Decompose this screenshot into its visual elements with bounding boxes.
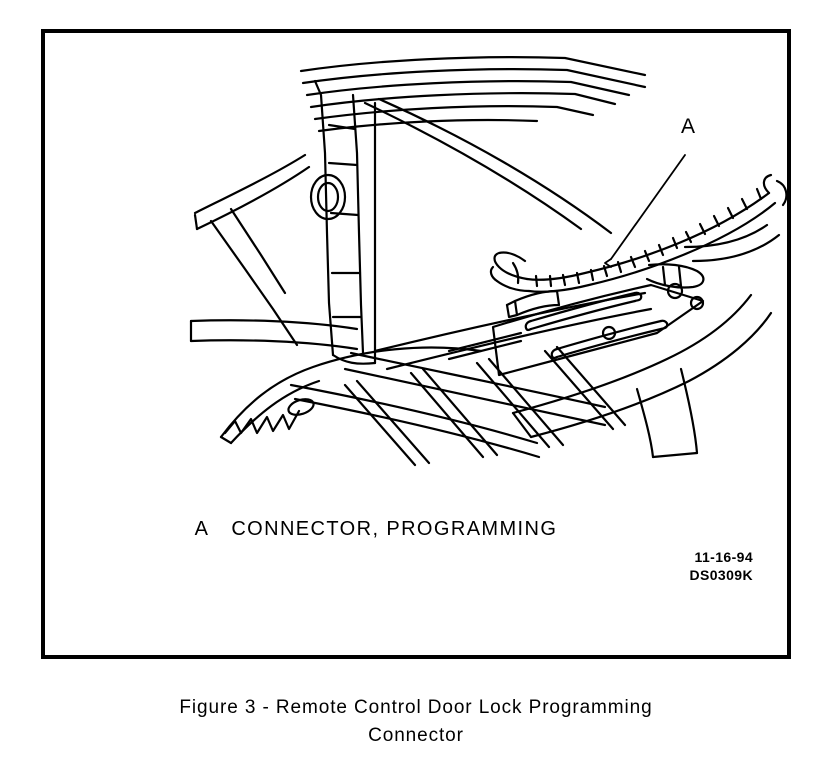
caption-line-1: Figure 3 - Remote Control Door Lock Programming xyxy=(179,697,653,718)
figure-inner xyxy=(45,33,787,655)
stamp-drawing-number: DS0309K xyxy=(689,566,753,583)
drawing-stamp xyxy=(689,549,753,584)
caption-line-2: Connector xyxy=(368,724,464,746)
figure-caption xyxy=(0,694,832,749)
vehicle-interior-line-drawing xyxy=(45,33,787,483)
stamp-date: 11-16-94 xyxy=(694,549,753,565)
legend-key: A xyxy=(194,518,210,540)
legend-text: CONNECTOR, PROGRAMMING xyxy=(231,518,558,540)
figure-border-box xyxy=(41,29,791,659)
callout-label-a: A xyxy=(681,115,696,138)
legend-line xyxy=(140,495,557,564)
